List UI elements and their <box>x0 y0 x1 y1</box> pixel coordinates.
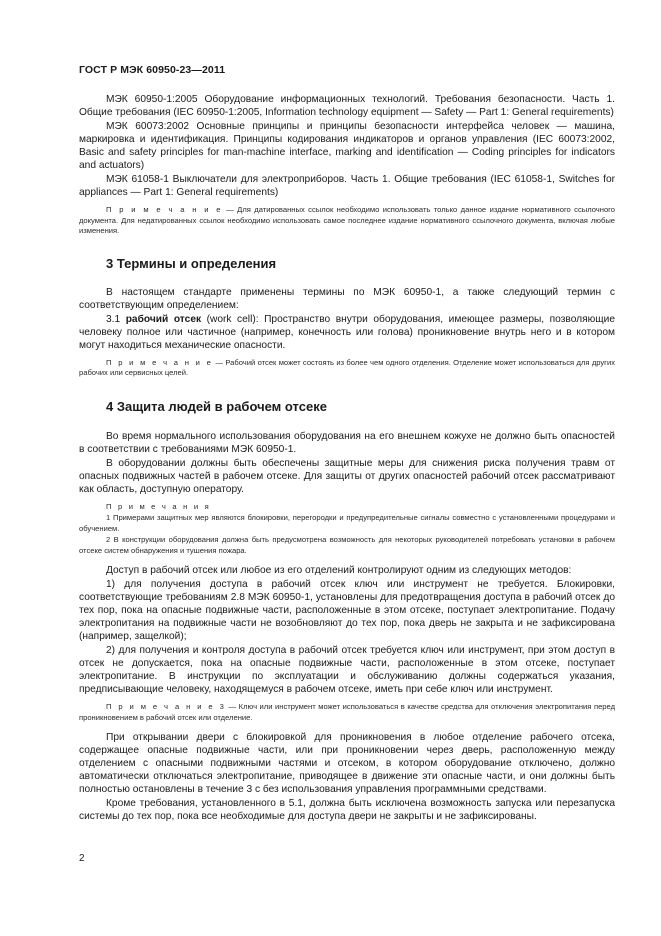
page-number: 2 <box>79 853 85 864</box>
document-header: ГОСТ Р МЭК 60950-23—2011 <box>79 64 226 76</box>
section-3-note <box>79 358 615 379</box>
section-3-intro: В настоящем стандарте применены термины по МЭК 60950-1, а также следующий термин с соответствующим определением: <box>79 286 615 311</box>
section-4-method-1: 1) для получения доступа в рабочий отсек ключ или инструмент не требуется. Блокировки, соответствующие требованиям 2.8 МЭК 60950-1, установлены для предотвращения доступа в рабочий отсек до тех пор, пока на опасные подвижные части, расположенные в этом отсеке, поступает электропитание. Подачу электропитания на подвижные части не возобновляют до тех пор, пока дверь не закрыта и не зафиксирована (например, защелкой); <box>79 579 615 642</box>
section-3-title: 3 Термины и определения <box>106 255 277 271</box>
note-label: П р и м е ч а н и е <box>106 205 223 214</box>
note-label: П р и м е ч а н и е 3 <box>106 702 227 711</box>
definition-number: 3.1 <box>106 313 126 325</box>
note-label: П р и м е ч а н и е <box>106 357 214 367</box>
note-item-1: 1 Примерами защитных мер являются блокировки, перегородки и предупредительные сигналы совместно с установленными процедурами и обучением. <box>79 513 615 533</box>
section-4-title: 4 Защита людей в рабочем отсеке <box>106 398 327 414</box>
note-text: — Ключ или инструмент может использоваться в качестве средства для отключения электропитания перед проникновением в рабочий отсек или отделение. <box>79 702 615 722</box>
definition-text: (work cell): Пространство внутри оборудования, имеющее размеры, позволяющие человеку полное или частичное (например, конечность или голова) проникновение внутрь него и в котором могут находиться механические опасности. <box>79 313 615 351</box>
references-note <box>79 205 615 237</box>
definition-work-cell <box>79 313 615 352</box>
section-4-paragraph-1: Во время нормального использования оборудования на его внешнем кожухе не должно быть опасностей в соответствии с требованиями МЭК 60950-1. <box>79 430 615 455</box>
section-4-paragraph-6: При открывании двери с блокировкой для проникновения в любое отделение рабочего отсека, содержащее опасные подвижные части, или при проникновении через дверь, расположенную между отделением с опасными подвижными частями и отсеком, в котором оборудование отключено, должно автоматически отключаться электропитание, приводящее в движение эти опасные части, и они должны быть полностью остановлены в течение 3 с без использования управления программными средствами. <box>79 732 615 795</box>
note-item-2: 2 В конструкции оборудования должна быть предусмотрена возможность для некоторых руководителей потребовать установки в рабочем отсеке систем обнаружения и тушения пожара. <box>79 535 615 555</box>
document-body <box>79 93 615 823</box>
section-4-paragraph-3: Доступ в рабочий отсек или любое из его отделений контролируют одним из следующих методов: <box>106 565 572 576</box>
section-4-method-2: 2) для получения и контроля доступа в рабочий отсек требуется ключ или инструмент, при этом доступ в отсек не допускается, пока на опасные подвижные части, расположенные в этом отсеке, поступает электропитание. В инструкции по эксплуатации и обслуживанию должны содержаться указания, предписывающие человеку, находящемуся в рабочем отсеке, иметь при себе ключ или инструмент. <box>79 645 615 695</box>
reference-iec-61058-1: МЭК 61058-1 Выключатели для электроприборов. Часть 1. Общие требования (IEC 61058-1, Switches for appliances — Part 1: General requirements) <box>79 174 615 198</box>
reference-iec-60950-1: МЭК 60950-1:2005 Оборудование информационных технологий. Требования безопасности. Часть 1. Общие требования (IEC 60950-1:2005, Information technology equipment — Safety — Part 1: General requirements) <box>79 94 615 118</box>
note-text: — Для датированных ссылок необходимо использовать только данное издание нормативного ссылочного документа. Для недатированных ссылок необходимо использовать самое последнее издание нормативного ссылочного документа, включая любые изменения. <box>79 205 616 235</box>
section-4-note-3 <box>79 702 615 723</box>
note-text: — Рабочий отсек может состоять из более чем одного отделения. Отделение может использоваться для других рабочих или сервисных целей. <box>79 357 615 377</box>
notes-heading: П р и м е ч а н и я <box>106 501 211 511</box>
section-4-paragraph-7: Кроме требования, установленного в 5.1, должна быть исключена возможность запуска или перезапуска системы до тех пор, пока все необходимые для доступа двери не закрыты и не зафиксированы. <box>79 798 615 822</box>
section-4-paragraph-2: В оборудовании должны быть обеспечены защитные меры для снижения риска получения травм от опасных подвижных частей в рабочем отсеке. Для защиты от других опасностей рабочий отсек рассматривают как область, доступную оператору. <box>79 457 615 495</box>
reference-iec-60073: МЭК 60073:2002 Основные принципы и принципы безопасности интерфейса человек — машина, маркировка и идентификация. Принципы кодирования индикаторов и органов управления (IEC 60073:2002, Basic and safety principles for man-machine interface, marking and identification — Coding principles for indicators and actuators) <box>79 121 615 171</box>
definition-term: рабочий отсек <box>125 313 202 325</box>
